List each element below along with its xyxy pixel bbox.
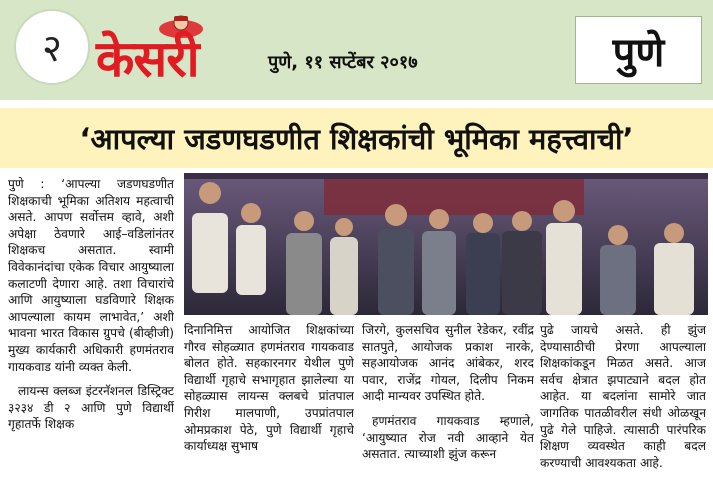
page-number: २ [14, 9, 90, 85]
column-3-paragraph-2: हणमंतराव गायकवाड म्हणाले, ‘आयुष्यात रोज नवी आव्हाने येत असतात. त्याच्याशी झुंज करून [362, 413, 534, 462]
article-column-1 [8, 176, 174, 501]
kesari-logo [96, 14, 256, 92]
column-3-paragraph-1: जिरगे, कुलसचिव सुनील रेडेकर, रवींद्र सातपुते, आयोजक प्रकाश नारके, सहआयोजक आनंद आंबेकर, शरद पवार, राजेंद्र गोयल, दिलीप निकम आदी मान्यवर उपस्थित होते. [362, 323, 534, 404]
masthead [0, 0, 713, 100]
event-photo-illustration [184, 173, 708, 315]
article-column-3 [362, 322, 534, 502]
logo-text: केसरी [96, 30, 199, 88]
article-column-4: पुढे जायचे असते. ही झुंज देण्यासाठीची प्रेरणा आपल्याला शिक्षकांकडून मिळत असते. आज सर्वच क्षेत्रात झपाट्याने बदल होत आहेत. या बदलांना सामोरे जात जागतिक पातळीवरील संधी ओळखून पुढे गेले पाहिजे. त्यासाठी पारंपरिक शिक्षण व्यवस्थेत काही बदल करण्याची आवश्यकता आहे. [540, 323, 706, 470]
city-label: पुणे [575, 16, 702, 84]
article-column-2: दिनानिमित्त आयोजित शिक्षकांच्या गौरव सोहळ्यात हणमंतराव गायकवाड बोलत होते. सहकारनगर येथील पुणे विद्यार्थी गृहाचे सभागृहात झालेल्या या सोहळ्यास लायन्स क्लबचे प्रांतपाल गिरीश मालपाणी, उपप्रांतपाल ओमप्रकाश पेठे, पुणे विद्यार्थी गृहाचे कार्याध्यक्ष सुभाष [184, 323, 354, 454]
dateline: पुणे, ११ सप्टेंबर २०१७ [268, 52, 418, 73]
column-1-paragraph-2: लायन्स क्लब्ज इंटरनॅशनल डिस्ट्रिक्ट ३२३४ डी २ आणि पुणे विद्यार्थी गृहातर्फे शिक्षक [8, 384, 174, 432]
event-photo [184, 173, 708, 315]
column-1-paragraph-1: पुणे : ‘आपल्या जडणघडणीत शिक्षकाची भूमिका अतिशय महत्वाची असते. आपण सर्वोत्तम व्हावे, अशी अपेक्षा ठेवणारे आई–वडिलांनंतर शिक्षकच असतात. स्वामी विवेकानंदांचा एकेक विचार आयुष्याला कलाटणी देणारा आहे. तशा विचारांचे आणि आयुष्याला घडविणारे शिक्षक आपल्याला कायम लाभावेत,’ अशी भावना भारत विकास ग्रुपचे (बीव्हीजी) मुख्य कार्यकारी अधिकारी हणमंतराव गायकवाड यांनी व्यक्त केली. [8, 177, 174, 374]
article-headline: ‘आपल्या जडणघडणीत शिक्षकांची भूमिका महत्त्वाची’ [0, 108, 713, 168]
